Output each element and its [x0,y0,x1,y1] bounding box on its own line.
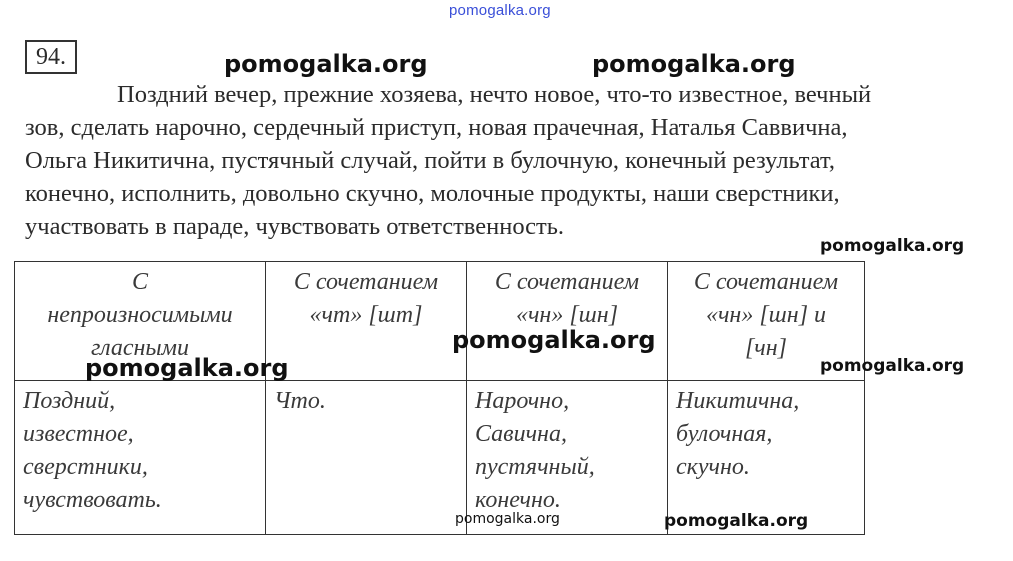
top-watermark: pomogalka.org [449,2,551,19]
table-cell: Поздний, известное, сверстники, чувствовать. [15,381,266,535]
table-cell: Никитична, булочная, скучно. [668,381,865,535]
text-line: Ольга Никитична, пустячный случай, пойти в булочную, конечный результат, [25,147,836,174]
text-line: зов, сделать нарочно, сердечный приступ, новая прачечная, Наталья Саввична, [25,114,848,141]
header-cell: С сочетанием «чн» [шн] [467,262,668,381]
watermark: pomogalka.org [820,356,965,376]
header-cell: С сочетанием «чн» [шн] и [чн] [668,262,865,381]
watermark: pomogalka.org [455,511,560,527]
watermark: pomogalka.org [85,354,289,382]
text-line: участвовать в параде, чувствовать ответственность. [25,213,565,240]
header-cell: С сочетанием «чт» [шт] [266,262,467,381]
exercise-number: 94. [25,40,77,74]
watermark: pomogalka.org [820,236,965,256]
watermark: pomogalka.org [664,511,809,531]
watermark: pomogalka.org [452,326,656,354]
text-line: Поздний вечер, прежние хозяева, нечто новое, что-то известное, вечный [117,81,872,108]
table-cell: Нарочно, Савична, пустячный, конечно. [467,381,668,535]
table-cell: Что. [266,381,467,535]
watermark: pomogalka.org [224,50,428,78]
header-cell: С непроизносимыми гласными [15,262,266,381]
exercise-text [25,78,1005,243]
classification-table [14,261,865,535]
text-line: конечно, исполнить, довольно скучно, молочные продукты, наши сверстники, [25,180,840,207]
watermark: pomogalka.org [592,50,796,78]
